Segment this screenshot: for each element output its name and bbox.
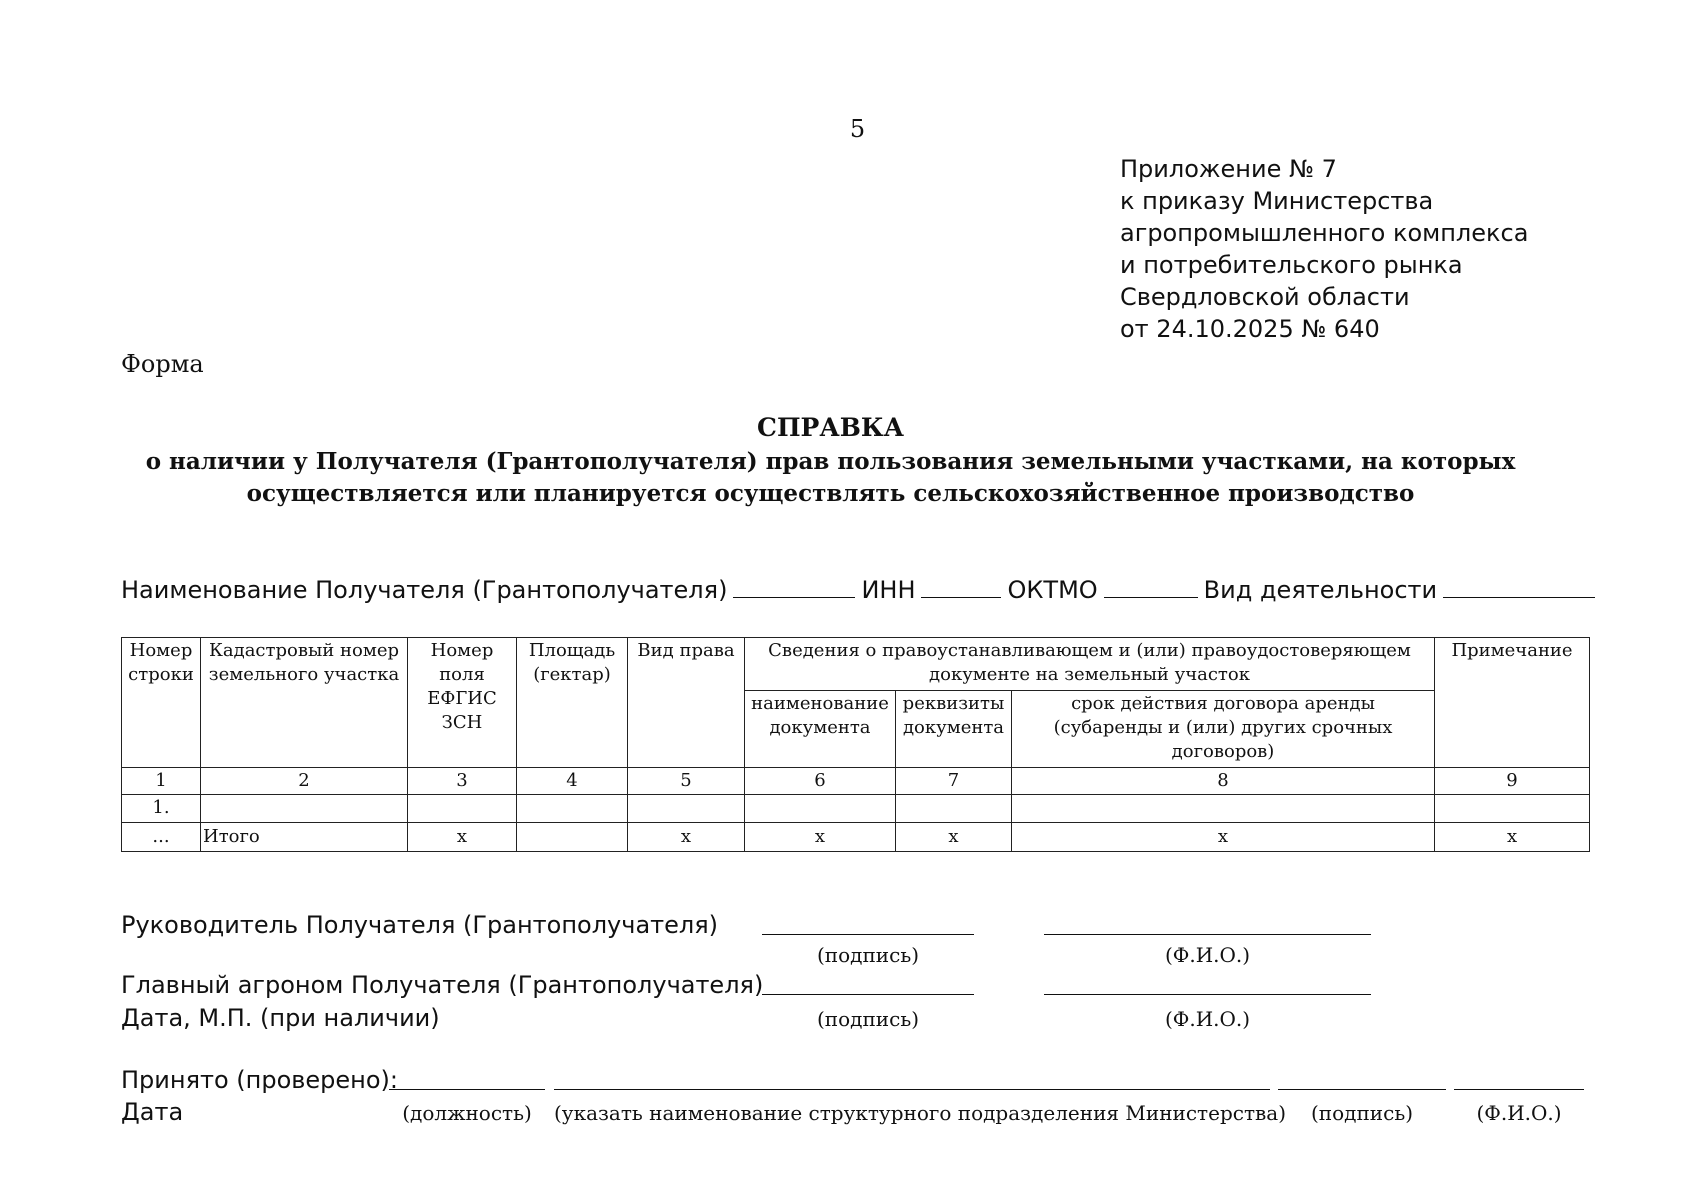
column-number: 2 [201,768,408,795]
position-line[interactable] [389,1089,545,1090]
header-row-number: Номер строки [122,638,201,768]
agronomist-label: Главный агроном Получателя (Грантополучателя) [121,971,764,999]
table-cell[interactable] [517,795,628,823]
appendix-line: Свердловской области [1120,283,1410,311]
table-cell[interactable]: 1. [122,795,201,823]
total-label: Итого [201,823,408,852]
document-subtitle [0,446,1661,510]
inn-blank[interactable] [921,577,1001,598]
table-cell[interactable] [628,795,745,823]
column-number: 1 [122,768,201,795]
table-cell[interactable] [1012,795,1435,823]
column-numbers-row [122,768,1590,795]
recipient-label: Наименование Получателя (Грантополучателя) [121,576,728,604]
column-number: 9 [1435,768,1590,795]
activity-label: Вид деятельности [1203,576,1438,604]
signature-caption: (подпись) [816,1007,920,1031]
land-rights-table [121,637,1590,852]
inn-label: ИНН [861,576,916,604]
column-number: 3 [408,768,517,795]
appendix-block [1120,153,1528,345]
signature-caption: (подпись) [1310,1101,1414,1125]
appendix-line: агропромышленного комплекса [1120,219,1529,247]
table-cell: х [408,823,517,852]
oktmo-blank[interactable] [1104,577,1198,598]
appendix-line: Приложение № 7 [1120,155,1337,183]
table-cell: х [628,823,745,852]
appendix-line: от 24.10.2025 № 640 [1120,315,1380,343]
header-cadastral-number: Кадастровый номер земельного участка [201,638,408,768]
fio-caption: (Ф.И.О.) [1476,1101,1562,1125]
recipient-fields-line [121,576,1595,604]
accepted-fio-line[interactable] [1454,1089,1584,1090]
appendix-line: и потребительского рынка [1120,251,1463,279]
table-cell[interactable] [408,795,517,823]
fio-caption: (Ф.И.О.) [1164,1007,1251,1031]
signature-caption: (подпись) [816,943,920,967]
oktmo-label: ОКТМО [1007,576,1098,604]
form-label: Форма [121,350,204,378]
subtitle-line: осуществляется или планируется осуществлять сельскохозяйственное производство [246,480,1415,507]
department-line[interactable] [554,1089,1270,1090]
column-number: 6 [745,768,896,795]
accepted-signature-line[interactable] [1278,1089,1446,1090]
table-cell[interactable] [745,795,896,823]
column-number: 4 [517,768,628,795]
column-number: 5 [628,768,745,795]
head-label: Руководитель Получателя (Грантополучателя) [121,911,719,939]
table-cell[interactable] [896,795,1012,823]
recipient-blank[interactable] [733,577,855,598]
appendix-line: к приказу Министерства [1120,187,1434,215]
fio-caption: (Ф.И.О.) [1164,943,1251,967]
head-signature-line[interactable] [762,934,974,935]
table-cell: х [745,823,896,852]
agronomist-signature-line[interactable] [762,994,974,995]
total-row [122,823,1590,852]
header-note: Примечание [1435,638,1590,768]
agronomist-fio-line[interactable] [1044,994,1371,995]
table-cell: х [1012,823,1435,852]
header-lease-term: срок действия договора аренды (субаренды и (или) других срочных договоров) [1012,691,1435,768]
document-title: СПРАВКА [757,413,904,442]
position-caption: (должность) [402,1101,532,1125]
header-right-type: Вид права [628,638,745,768]
page-number: 5 [849,115,866,143]
header-area: Площадь (гектар) [517,638,628,768]
column-number: 8 [1012,768,1435,795]
header-document-group: Сведения о правоустанавливающем и (или) правоудостоверяющем документе на земельный участок [745,638,1435,691]
date-stamp-label: Дата, М.П. (при наличии) [121,1004,440,1032]
header-document-details: реквизиты документа [896,691,1012,768]
column-number: 7 [896,768,1012,795]
date-label: Дата [121,1098,184,1126]
head-fio-line[interactable] [1044,934,1371,935]
table-cell[interactable] [201,795,408,823]
department-caption: (указать наименование структурного подразделения Министерства) [554,1101,1287,1125]
table-cell: х [1435,823,1590,852]
accepted-label: Принято (проверено): [121,1066,399,1094]
table-cell[interactable] [517,823,628,852]
subtitle-line: о наличии у Получателя (Грантополучателя) прав пользования земельными участками, на которых [145,448,1516,475]
table-cell[interactable] [1435,795,1590,823]
table-cell: ... [122,823,201,852]
table-row [122,795,1590,823]
table-cell: х [896,823,1012,852]
header-field-number: Номер поля ЕФГИС ЗСН [408,638,517,768]
activity-blank[interactable] [1443,577,1595,598]
header-document-name: наименование документа [745,691,896,768]
